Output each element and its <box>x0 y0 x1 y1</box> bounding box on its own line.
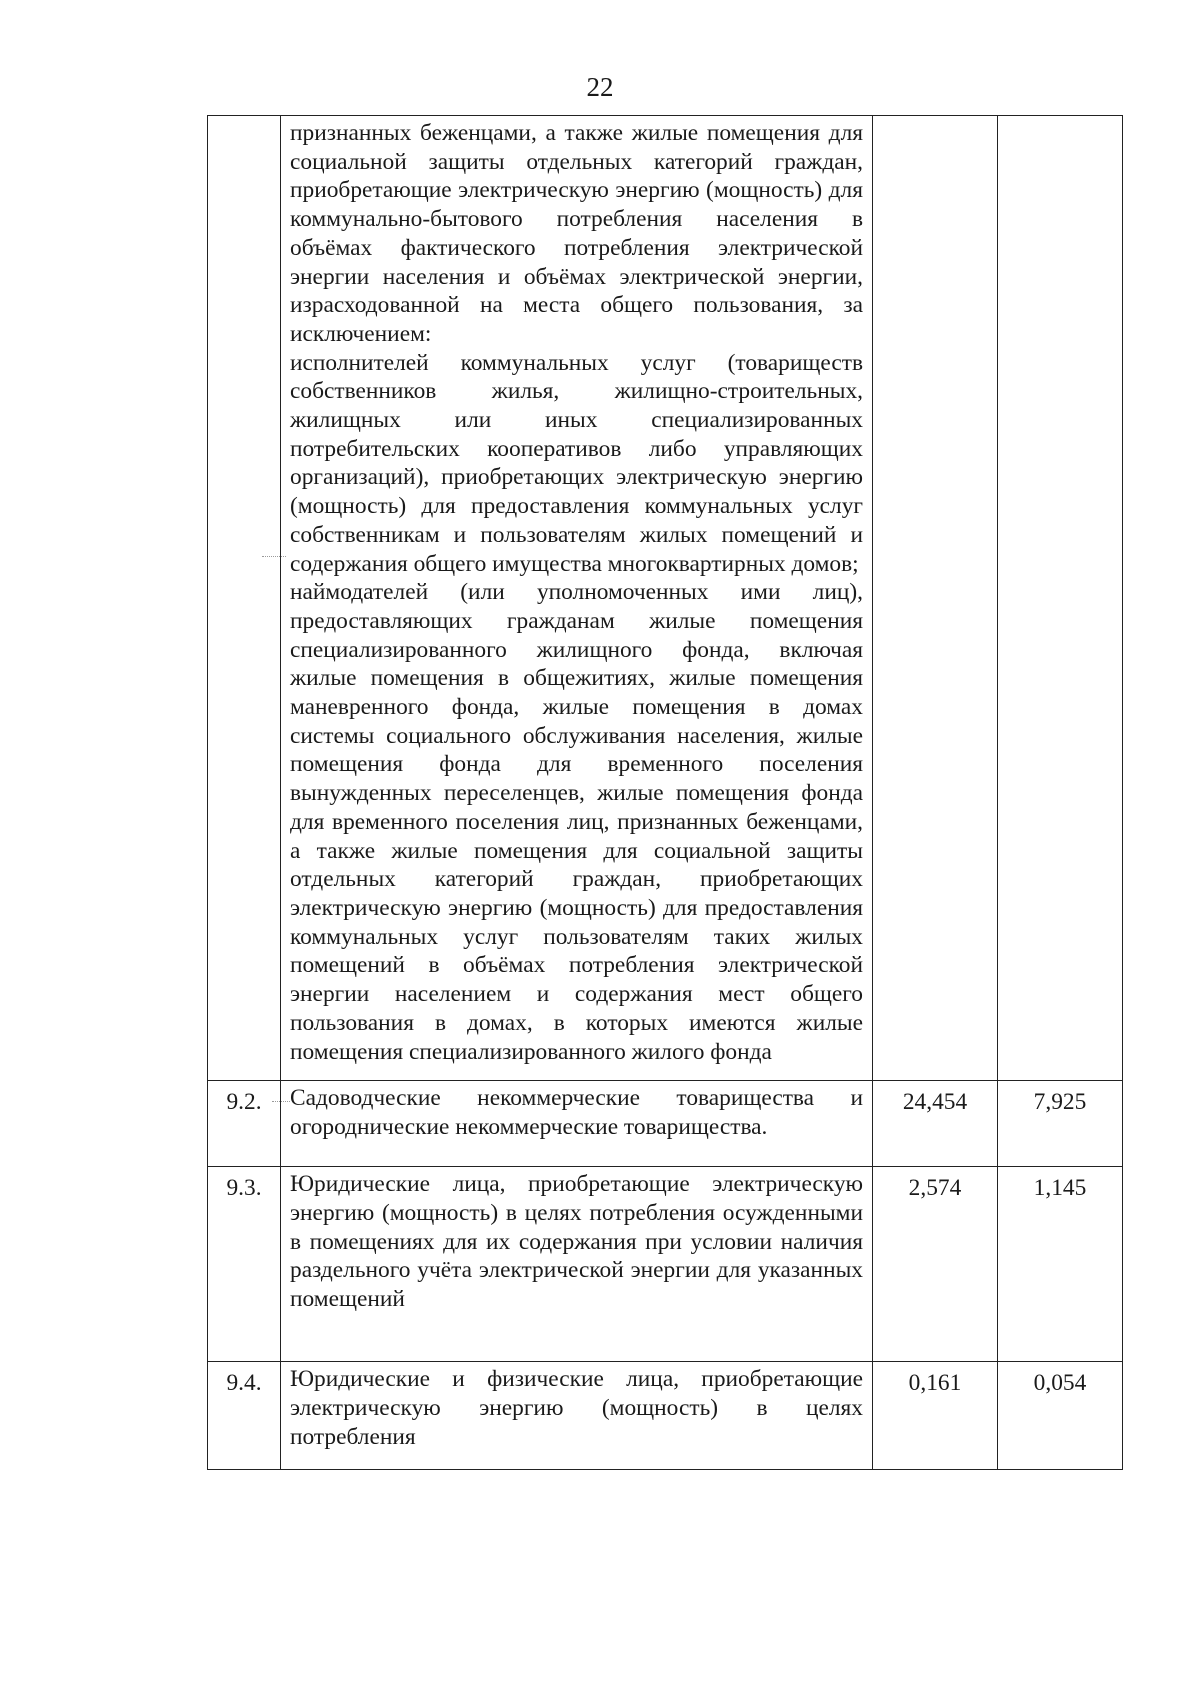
row-number-cell <box>208 116 281 1081</box>
description-paragraph: Садоводческие некоммерческие товарищества и огороднические некоммерческие товарищества. <box>290 1085 863 1140</box>
row-value1-cell <box>873 116 998 1081</box>
row-description-cell <box>281 116 873 1081</box>
table-row <box>208 1081 1123 1167</box>
row-description-cell <box>281 1081 873 1167</box>
tariff-table <box>207 115 1123 1470</box>
scan-mark <box>272 1101 290 1102</box>
row-value2-cell <box>998 116 1123 1081</box>
table-row <box>208 1362 1123 1470</box>
row-value1-cell: 2,574 <box>873 1167 998 1362</box>
row-description-cell <box>281 1362 873 1470</box>
row-value2-cell: 0,054 <box>998 1362 1123 1470</box>
row-number-cell: 9.3. <box>208 1167 281 1362</box>
table-row <box>208 116 1123 1081</box>
description-paragraph: Юридические и физические лица, приобретающие электрическую энергию (мощность) в целях потребления <box>290 1366 863 1450</box>
row-value2-cell: 1,145 <box>998 1167 1123 1362</box>
row-value1-cell: 0,161 <box>873 1362 998 1470</box>
description-paragraph: Юридические лица, приобретающие электрическую энергию (мощность) в целях потребления осужденными в помещениях для их содержания при условии наличия раздельного учёта электрической энергии для указанных помещений <box>290 1171 863 1313</box>
row-number-cell: 9.2. <box>208 1081 281 1167</box>
scan-mark <box>262 556 286 557</box>
row-description-cell <box>281 1167 873 1362</box>
row-number-cell: 9.4. <box>208 1362 281 1470</box>
description-paragraph: исполнителей коммунальных услуг (товариществ собственников жилья, жилищно-строительных, жилищных или иных специализированных потребительских кооперативов либо управляющих организаций), приобретающих электрическую энергию (мощность) для предоставления коммунальных услуг собственникам и пользователям жилых помещений и содержания общего имущества многоквартирных домов; <box>290 349 863 577</box>
row-value1-cell: 24,454 <box>873 1081 998 1167</box>
description-paragraph: наймодателей (или уполномоченных ими лиц), предоставляющих гражданам жилые помещения специализированного жилищного фонда, включая жилые помещения в общежитиях, жилые помещения маневренного фонда, жилые помещения в домах системы социального обслуживания населения, жилые помещения фонда для временного поселения вынужденных переселенцев, жилые помещения фонда для временного поселения лиц, признанных беженцами, а также жилые помещения для социальной защиты отдельных категорий граждан, приобретающих электрическую энергию (мощность) для предоставления коммунальных услуг пользователям таких жилых помещений в объёмах потребления электрической энергии населением и содержания мест общего пользования в домах, в которых имеются жилые помещения специализированного жилого фонда <box>290 579 863 1065</box>
description-paragraph: признанных беженцами, а также жилые помещения для социальной защиты отдельных категорий граждан, приобретающие электрическую энергию (мощность) для коммунально-бытового потребления населения в объёмах фактического потребления электрической энергии населения и объёмах электрической энергии, израсходованной на места общего пользования, за исключением: <box>290 120 863 347</box>
page-number: 22 <box>586 72 614 102</box>
table-row <box>208 1167 1123 1362</box>
row-value2-cell: 7,925 <box>998 1081 1123 1167</box>
